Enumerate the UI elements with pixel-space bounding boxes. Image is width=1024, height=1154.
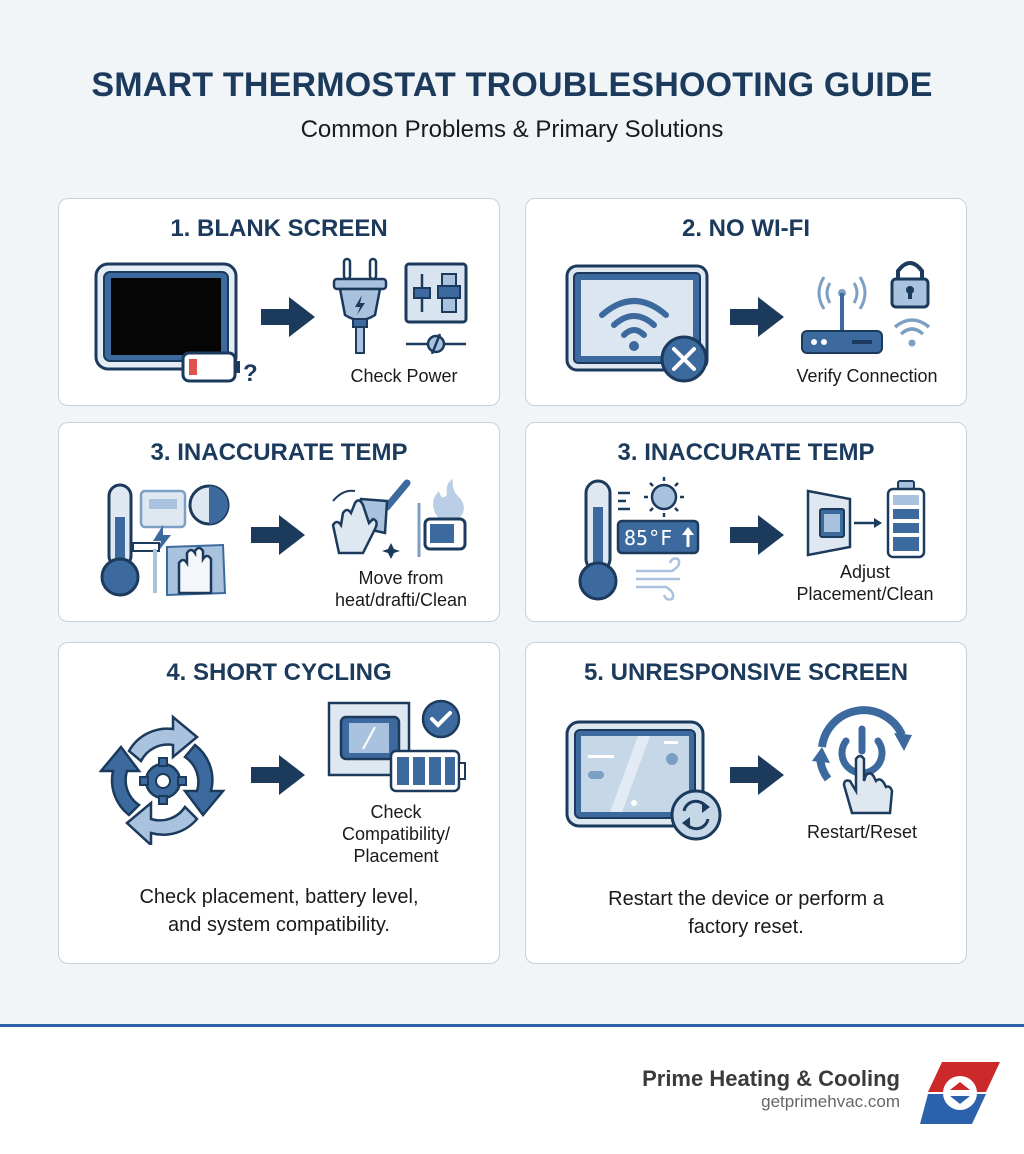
arrow-right-icon [730, 755, 786, 795]
solution-label: Verify Connection [796, 366, 938, 386]
power-plug-icon [331, 257, 391, 357]
description-line2: and system compatibility. [168, 914, 390, 936]
page-title: SMART THERMOSTAT TROUBLESHOOTING GUIDE [91, 66, 933, 104]
card-no-wifi [525, 198, 967, 406]
arrow-right-icon [730, 297, 786, 337]
card-blank-screen [58, 198, 500, 406]
hand-cleaning-brush-icon [329, 479, 413, 559]
solution-label-line3: Placement [353, 846, 439, 866]
card-title: 3. INACCURATE TEMP [150, 439, 408, 466]
description-line1: Restart the device or perform a [608, 888, 884, 910]
thermometer-cleaning-icon [95, 481, 233, 601]
router-icon [796, 265, 888, 357]
solution-label-line1: Adjust [839, 562, 891, 582]
wall-thermostat-icon [806, 489, 886, 559]
battery-full-icon [884, 479, 928, 559]
arrow-right-icon [251, 515, 307, 555]
card-title: 3. INACCURATE TEMP [617, 439, 875, 466]
thermostat-wifi-error-icon [564, 263, 714, 385]
card-title: 4. SHORT CYCLING [166, 659, 392, 686]
page-subtitle: Common Problems & Primary Solutions [300, 116, 724, 143]
solution-label: Check Power [350, 366, 458, 386]
card-description [59, 883, 499, 939]
solution-label: Restart/Reset [806, 822, 918, 842]
brand-name: Prime Heating & Cooling [642, 1066, 900, 1091]
description-line2: factory reset. [688, 916, 804, 938]
solution-label [780, 561, 950, 605]
wifi-icon [892, 317, 932, 347]
lock-icon [888, 257, 932, 311]
solution-label-line1: Move from [358, 568, 444, 588]
card-short-cycling [58, 642, 500, 964]
power-restart-hand-icon [808, 705, 918, 815]
solution-label-line2: heat/drafti/Clean [334, 590, 468, 610]
card-description [526, 885, 966, 941]
card-title: 5. UNRESPONSIVE SCREEN [583, 659, 909, 686]
solution-label [321, 567, 481, 611]
arrow-right-icon [251, 755, 307, 795]
solution-label-line2: Placement/Clean [796, 584, 934, 604]
display-reading: 85°F [624, 526, 673, 550]
card-inaccurate-temp-2 [525, 422, 967, 622]
brand-url: getprimehvac.com [761, 1092, 900, 1111]
arrow-right-icon [730, 515, 786, 555]
thermostat-check-icon [327, 699, 473, 795]
svg-text:?: ? [243, 360, 258, 386]
solution-label [321, 801, 471, 867]
solution-label-line2: Compatibility/ [341, 824, 451, 844]
card-unresponsive-screen [525, 642, 967, 964]
heat-source-icon [413, 479, 469, 561]
thermostat-refresh-icon [564, 719, 724, 841]
breaker-switch-icon [404, 262, 470, 354]
card-title: 1. BLANK SCREEN [170, 215, 388, 242]
card-inaccurate-temp-1 [58, 422, 500, 622]
footer-divider [0, 1024, 1024, 1027]
thermometer-sun-icon [574, 477, 704, 603]
arrow-right-icon [261, 297, 317, 337]
description-line1: Check placement, battery level, [139, 886, 419, 908]
cycle-gear-icon [99, 711, 229, 845]
brand-logo-icon [920, 1060, 1004, 1126]
blank-thermostat-low-battery-icon [93, 261, 263, 386]
card-title: 2. NO WI-FI [682, 215, 810, 242]
solution-label-line1: Check [370, 802, 422, 822]
